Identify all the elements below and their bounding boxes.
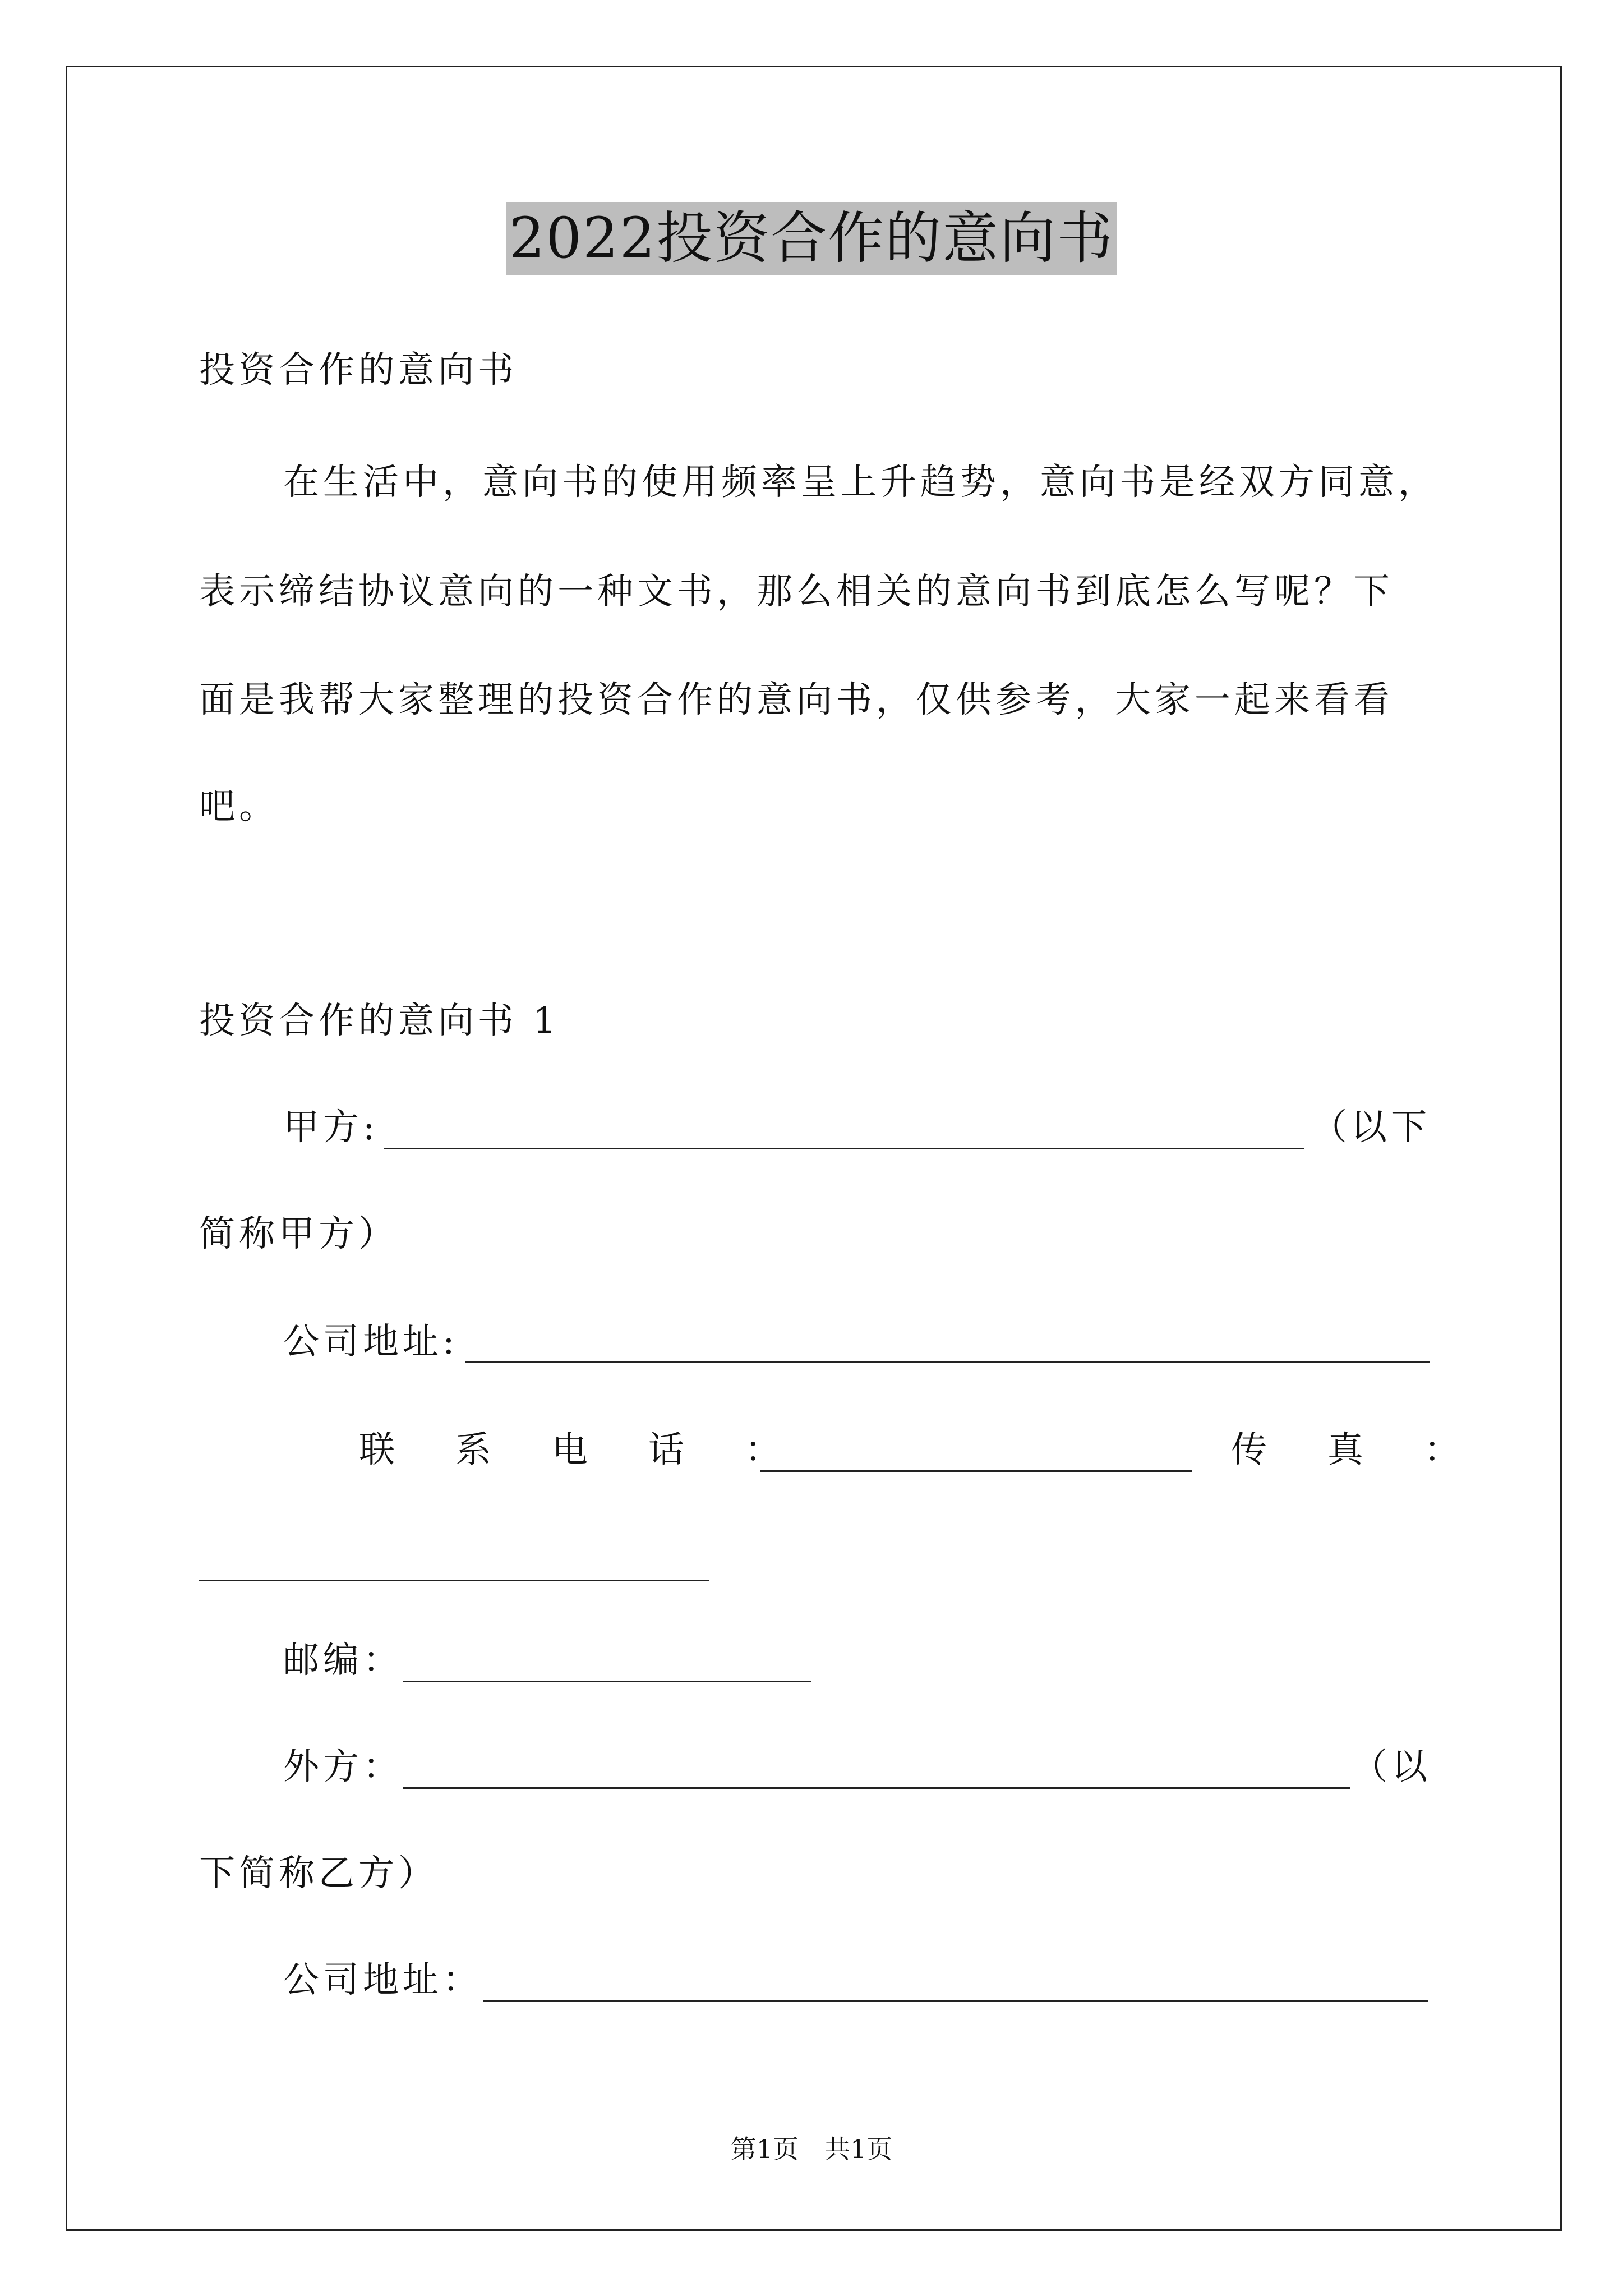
- party-a-label: 甲方:: [283, 1107, 379, 1148]
- fax-label: 传真：: [1231, 1429, 1520, 1471]
- fax-blank: [199, 1548, 709, 1581]
- party-b-suffix-2: 下简称乙方）: [199, 1853, 438, 1894]
- section-title: 投资合作的意向书 1: [199, 1000, 560, 1042]
- title-text: 2022投资合作的意向书: [506, 202, 1118, 275]
- postcode-blank: [403, 1649, 811, 1682]
- party-b-label: 外方：: [283, 1746, 403, 1788]
- party-b-blank: [403, 1756, 1350, 1789]
- phone-blank: [760, 1439, 1192, 1472]
- party-b-suffix: （以: [1352, 1746, 1431, 1788]
- intro-line-1: 在生活中，意向书的使用频率呈上升趋势，意向书是经双方同意，: [283, 462, 1438, 503]
- intro-line-3: 面是我帮大家整理的投资合作的意向书，仅供参考，大家一起来看看: [199, 679, 1394, 721]
- address-b-blank: [483, 1969, 1428, 2002]
- party-a-suffix: （以下: [1311, 1107, 1431, 1148]
- postcode-label: 邮编：: [283, 1640, 403, 1681]
- address-b-label: 公司地址：: [283, 1959, 482, 2001]
- intro-line-4: 吧。: [199, 786, 279, 827]
- page-footer: 第1页 共1页: [730, 2134, 893, 2164]
- address-a-label: 公司地址:: [283, 1321, 459, 1363]
- party-a-suffix-2: 简称甲方）: [199, 1213, 398, 1255]
- address-a-blank: [465, 1329, 1430, 1363]
- party-a-blank: [384, 1116, 1304, 1149]
- intro-line-2: 表示缔结协议意向的一种文书，那么相关的意向书到底怎么写呢？下: [199, 571, 1394, 613]
- phone-label: 联系电话：: [359, 1429, 841, 1471]
- document-title: [0, 202, 1623, 275]
- subtitle: 投资合作的意向书: [199, 349, 518, 391]
